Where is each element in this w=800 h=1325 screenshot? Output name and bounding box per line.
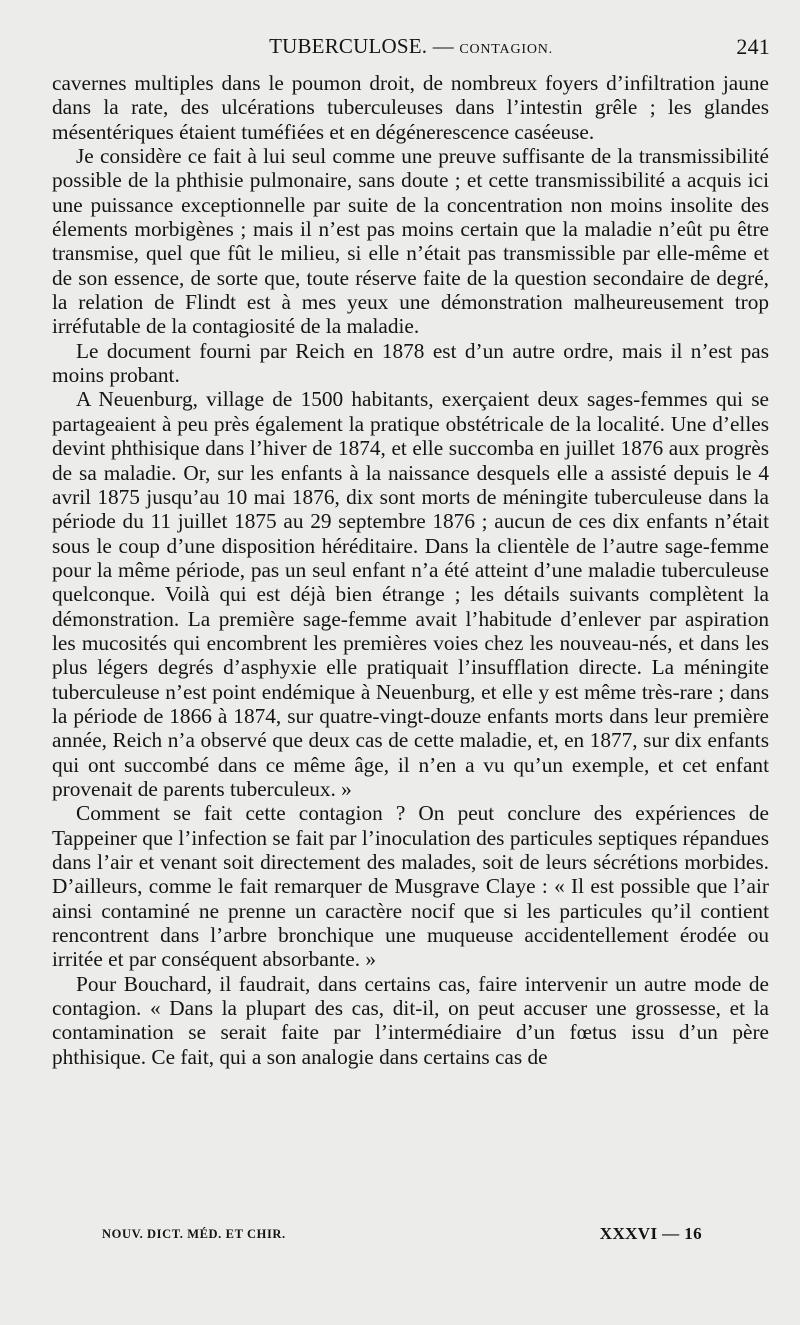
body-text — [52, 71, 769, 1069]
paragraph-4: A Neuenburg, village de 1500 habitants, exerçaient deux sages-femmes qui se partageaient à peu près également la pratique obstétricale de la localité. Une d’elles devint phthisique dans l’hiver de 1874, et elle succomba en juillet 1876 aux progrès de sa maladie. Or, sur les enfants à la naissance desquels elle a assisté depuis le 4 avril 1875 jusqu’au 10 mai 1876, dix sont morts de méningite tuberculeuse dans la période du 11 juillet 1875 au 29 septembre 1876 ; aucun de ces dix enfants n’était sous le coup d’une disposition héréditaire. Dans la clientèle de l’autre sage-femme pour la même période, pas un seul enfant n’a été atteint d’une maladie tuberculeuse quelconque. Voilà qui est déjà bien étrange ; les détails suivants complètent la démonstration. La première sage-femme avait l’habitude d’enlever par aspiration les mucosités qui encombrent les premières voies chez les nouveau-nés, et dans les plus légers degrés d’asphyxie elle pratiquait l’insufflation directe. La méningite tuberculeuse n’est point endémique à Neuenburg, et elle y est même très-rare ; dans la période de 1866 à 1874, sur quatre-vingt-douze enfants morts dans leur première année, Reich n’a observé que deux cas de cette maladie, et, en 1877, sur dix enfants qui ont succombé dans ce même âge, il n’en a vu qu’un exemple, et cet enfant provenait de parents tuberculeux. » — [52, 387, 769, 801]
running-title-main: TUBERCULOSE. — [269, 34, 428, 58]
footer-signature: XXXVI — 16 — [599, 1224, 702, 1243]
paragraph-6: Pour Bouchard, il faudrait, dans certains cas, faire intervenir un autre mode de contagion. « Dans la plupart des cas, dit-il, on peut accuser une grossesse, et la contamination se serait faite par l’intermédiaire d’un fœtus issu d’un père phthisique. Ce fait, qui a son analogie dans certains cas de — [52, 971, 769, 1069]
page-header — [52, 32, 770, 62]
paragraph-5: Comment se fait cette contagion ? On peut conclure des expériences de Tappeiner que l’infection se fait par l’inoculation des particules septiques répandues dans l’air et venant soit directement des malades, soit de leurs sécrétions morbides. D’ailleurs, comme le fait remarquer de Musgrave Claye : « Il est possible que l’air ainsi contaminé ne prenne un caractère nocif que si les particules qu’il contient rencontrent dans l’arbre bronchique une muqueuse accidentellement érodée ou irritée et par conséquent absorbante. » — [52, 801, 769, 972]
page-footer — [102, 1224, 702, 1251]
paragraph-2: Je considère ce fait à lui seul comme une preuve suffisante de la transmissibilité possible de la phthisie pulmonaire, sans doute ; et cette transmissibilité a acquis ici une puissance exceptionnelle par suite de la concentration non moins insolite des élements morbigènes ; mais il n’est pas moins certain que la maladie n’eût pu être transmise, quel que fût le milieu, si elle n’était pas transmissible par elle-même et de son essence, de sorte que, toute réserve faite de la question secondaire de degré, la relation de Flindt est à mes yeux une démonstration malheureusement trop irréfutable de la contagiosité de la maladie. — [52, 144, 769, 339]
paragraph-1: cavernes multiples dans le poumon droit, de nombreux foyers d’infiltration jaune dans la rate, des ulcérations tuberculeuses dans l’intestin grêle ; les glandes mésentériques étaient tuméfiées et en dégénerescence caséeuse. — [52, 71, 769, 144]
page-number: 241 — [736, 34, 770, 59]
paragraph-3: Le document fourni par Reich en 1878 est d’un autre ordre, mais il n’est pas moins probant. — [52, 338, 769, 388]
running-title-sub: CONTAGION. — [459, 42, 553, 57]
running-title-separator: — — [432, 34, 454, 58]
footer-imprint: NOUV. DICT. MÉD. ET CHIR. — [102, 1227, 286, 1241]
running-title — [52, 34, 770, 59]
